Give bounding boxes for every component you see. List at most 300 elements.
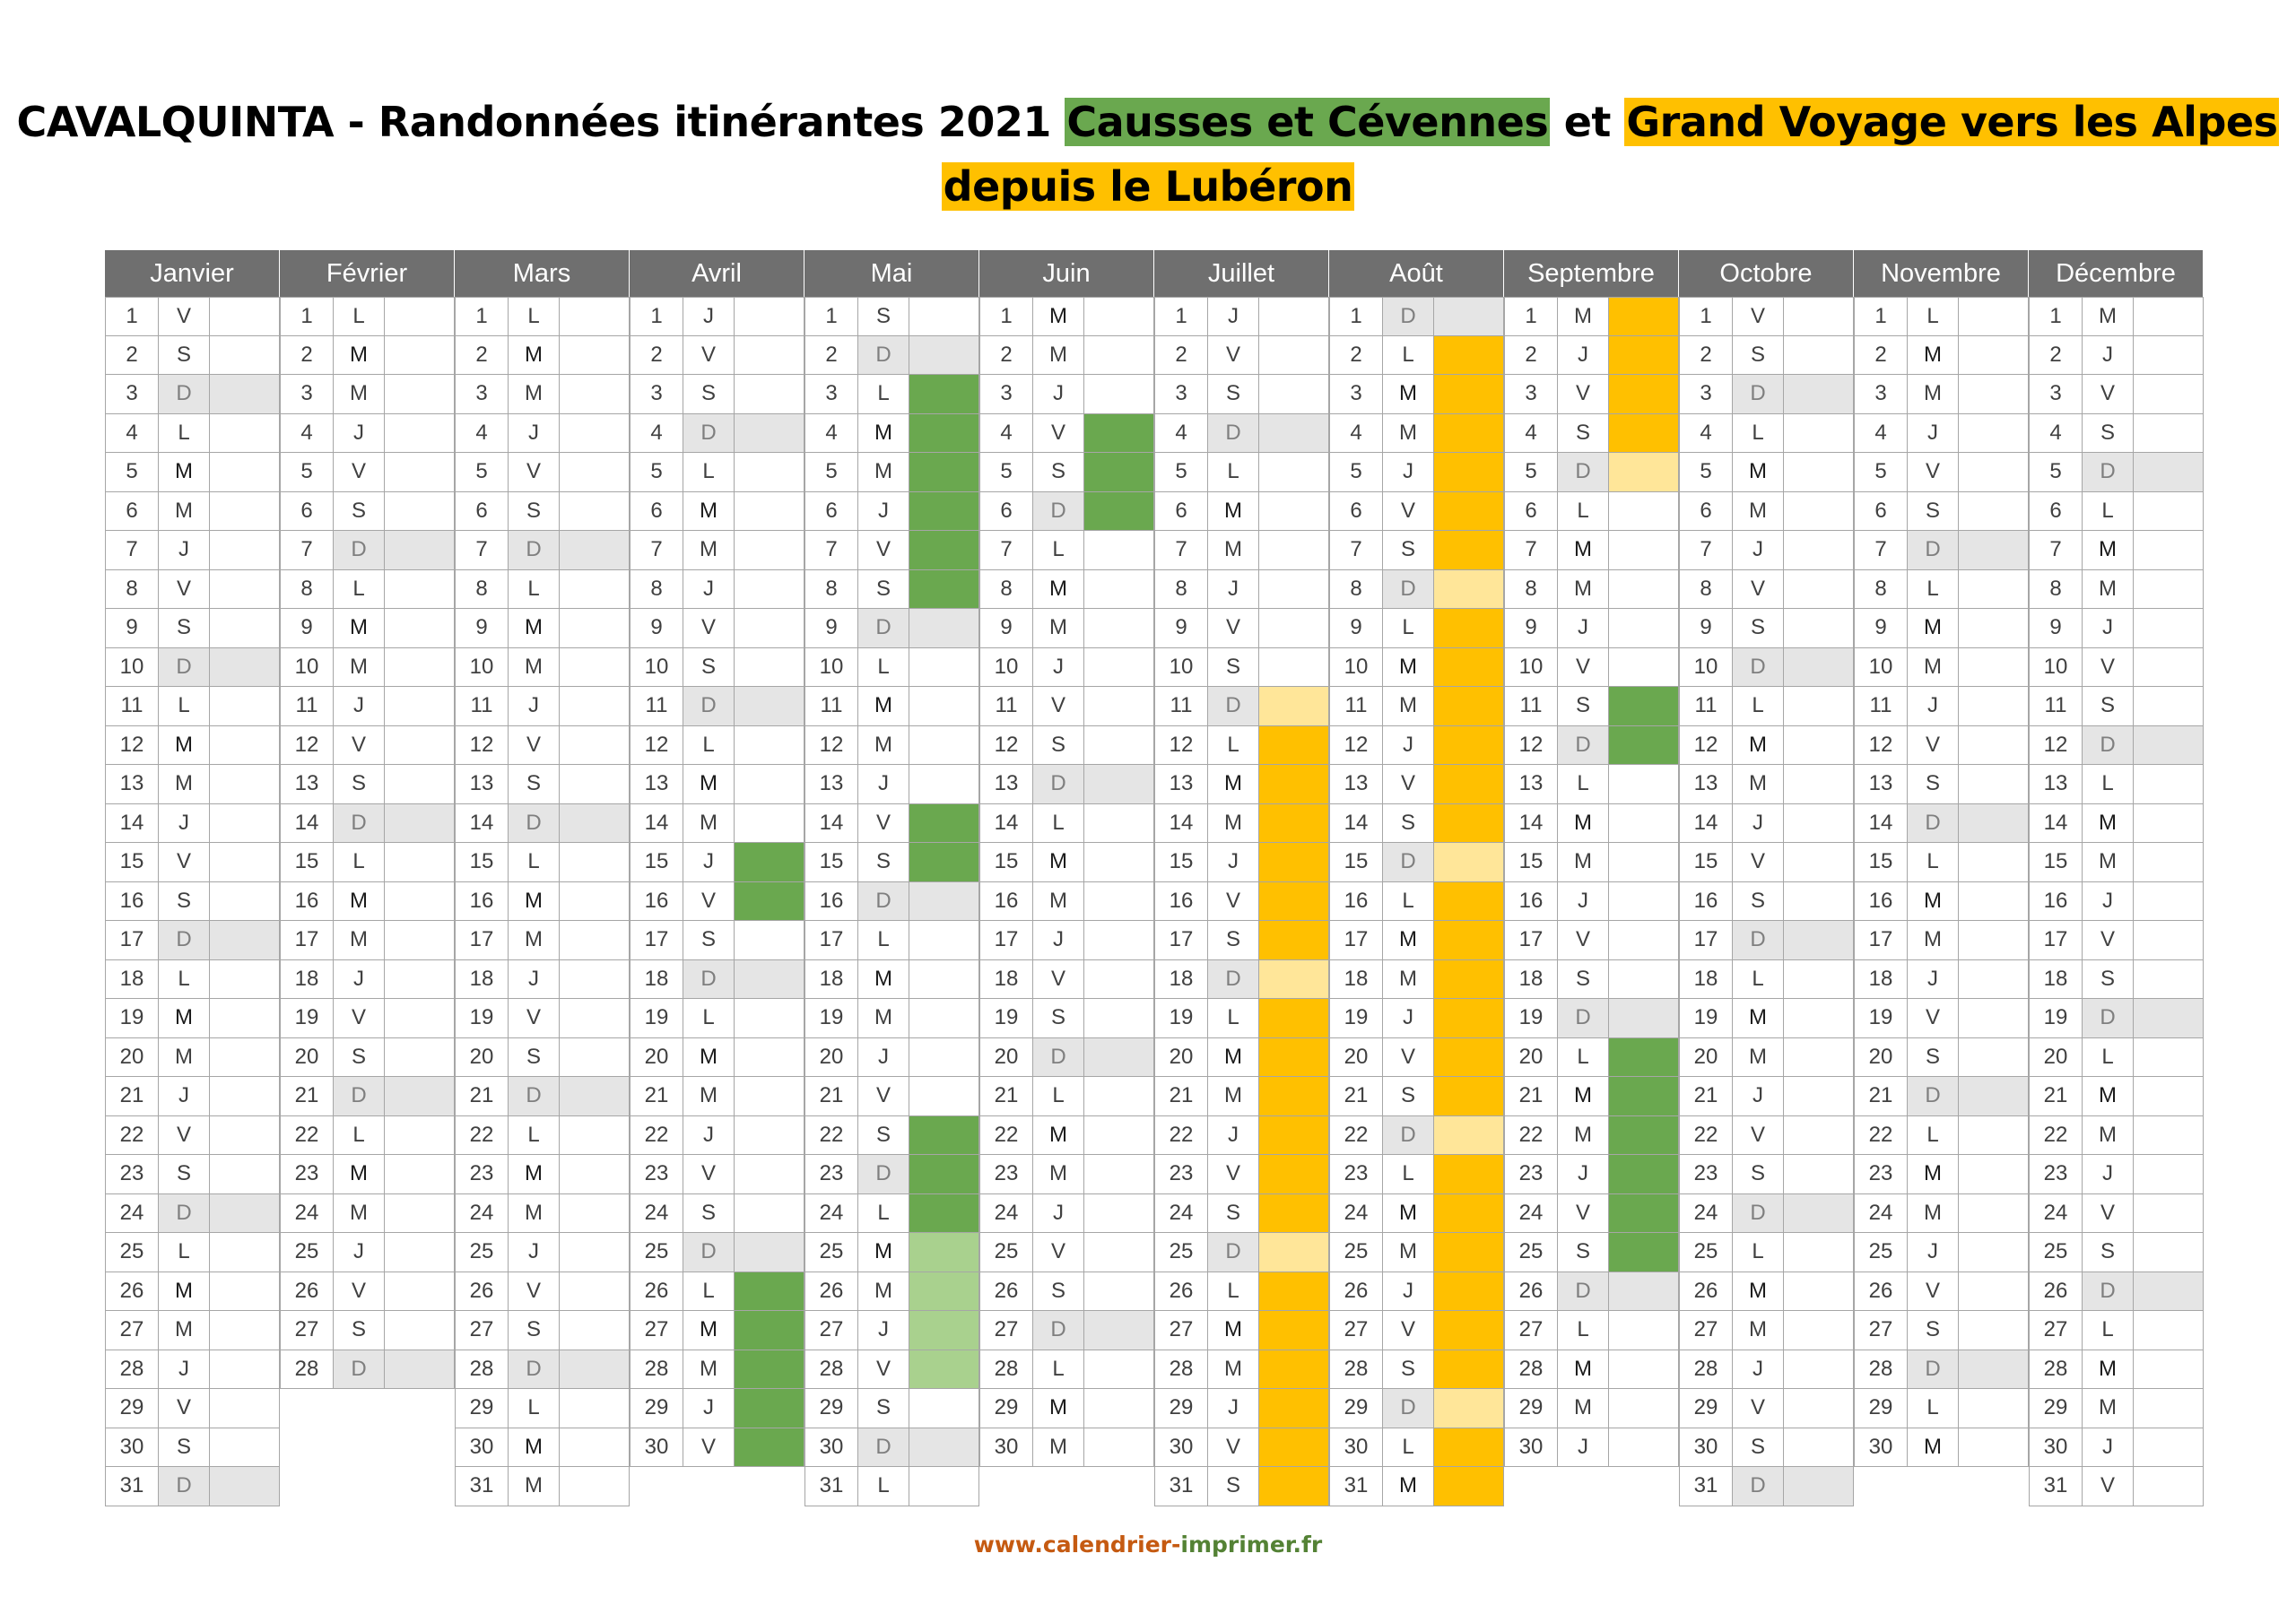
day-note-cell bbox=[909, 882, 979, 922]
day-number: 16 bbox=[979, 882, 1033, 922]
day-row bbox=[2029, 1467, 2204, 1506]
day-number: 25 bbox=[1504, 1233, 1558, 1272]
day-letter: M bbox=[334, 921, 385, 960]
day-letter: S bbox=[1733, 882, 1784, 922]
day-letter: L bbox=[2083, 1038, 2134, 1078]
trip-day-marker bbox=[1434, 726, 1504, 766]
day-letter: M bbox=[858, 960, 909, 1000]
day-row bbox=[804, 297, 979, 336]
day-number: 19 bbox=[1679, 999, 1733, 1038]
trip-day-marker bbox=[909, 804, 979, 844]
day-row bbox=[2029, 531, 2204, 570]
trip-day-marker bbox=[1259, 960, 1329, 1000]
day-row bbox=[1679, 999, 1854, 1038]
day-number: 16 bbox=[280, 882, 334, 922]
trip-day-marker bbox=[1434, 492, 1504, 532]
day-note-cell bbox=[1084, 1350, 1154, 1390]
day-row bbox=[1504, 453, 1679, 492]
day-row bbox=[280, 531, 455, 570]
day-number: 29 bbox=[630, 1389, 683, 1428]
day-letter: J bbox=[1558, 609, 1609, 648]
day-letter: S bbox=[509, 765, 560, 804]
day-number: 5 bbox=[1154, 453, 1208, 492]
day-number: 16 bbox=[1154, 882, 1208, 922]
day-row bbox=[2029, 1194, 2204, 1234]
day-letter: S bbox=[1558, 1233, 1609, 1272]
day-number: 9 bbox=[979, 609, 1033, 648]
day-number: 24 bbox=[1504, 1194, 1558, 1234]
trip-day-marker bbox=[1434, 453, 1504, 492]
day-letter: M bbox=[683, 804, 735, 844]
day-note-cell bbox=[1084, 843, 1154, 882]
day-row bbox=[804, 1233, 979, 1272]
day-number: 26 bbox=[804, 1272, 858, 1312]
day-number: 1 bbox=[2029, 297, 2083, 336]
day-row bbox=[1329, 375, 1504, 414]
day-letter: M bbox=[1558, 843, 1609, 882]
day-note-cell bbox=[1084, 531, 1154, 570]
day-number: 14 bbox=[1154, 804, 1208, 844]
day-note-cell bbox=[1784, 336, 1854, 376]
day-note-cell bbox=[2134, 1194, 2204, 1234]
day-number: 4 bbox=[1679, 414, 1733, 454]
day-row bbox=[455, 1155, 630, 1194]
day-letter: M bbox=[1733, 1272, 1784, 1312]
day-number: 25 bbox=[979, 1233, 1033, 1272]
day-letter: D bbox=[1908, 804, 1959, 844]
day-note-cell bbox=[1259, 609, 1329, 648]
day-row bbox=[1504, 687, 1679, 726]
day-note-cell bbox=[1784, 648, 1854, 688]
day-note-cell bbox=[210, 1272, 280, 1312]
day-letter: J bbox=[1033, 1194, 1084, 1234]
trip-day-marker bbox=[1434, 1272, 1504, 1312]
day-number: 26 bbox=[979, 1272, 1033, 1312]
day-letter: M bbox=[1208, 1311, 1259, 1350]
day-row bbox=[1329, 1077, 1504, 1116]
day-note-cell bbox=[1959, 726, 2029, 766]
day-row bbox=[630, 1116, 804, 1156]
day-note-cell bbox=[909, 297, 979, 336]
day-note-cell bbox=[1784, 1116, 1854, 1156]
day-row bbox=[2029, 1272, 2204, 1312]
day-row bbox=[1679, 1428, 1854, 1468]
day-note-cell bbox=[210, 1428, 280, 1468]
day-letter: D bbox=[2083, 1272, 2134, 1312]
day-letter: M bbox=[334, 375, 385, 414]
day-note-cell bbox=[909, 1077, 979, 1116]
day-number: 15 bbox=[979, 843, 1033, 882]
day-number: 27 bbox=[630, 1311, 683, 1350]
day-row bbox=[979, 648, 1154, 688]
day-number: 23 bbox=[2029, 1155, 2083, 1194]
day-note-cell bbox=[1784, 804, 1854, 844]
day-note-cell bbox=[1784, 1350, 1854, 1390]
day-letter: V bbox=[2083, 375, 2134, 414]
day-letter: D bbox=[1908, 531, 1959, 570]
day-row bbox=[280, 492, 455, 532]
day-number: 6 bbox=[1679, 492, 1733, 532]
day-row bbox=[455, 882, 630, 922]
day-letter: D bbox=[509, 1350, 560, 1390]
day-row bbox=[1329, 687, 1504, 726]
day-letter: L bbox=[1733, 687, 1784, 726]
day-note-cell bbox=[1784, 999, 1854, 1038]
day-number: 11 bbox=[280, 687, 334, 726]
day-row bbox=[1329, 1311, 1504, 1350]
day-number: 29 bbox=[979, 1389, 1033, 1428]
day-letter: M bbox=[1033, 1116, 1084, 1156]
day-row bbox=[105, 492, 280, 532]
day-number: 1 bbox=[1854, 297, 1908, 336]
day-letter: L bbox=[1908, 1389, 1959, 1428]
day-number: 5 bbox=[455, 453, 509, 492]
day-letter: V bbox=[1733, 843, 1784, 882]
day-letter: M bbox=[2083, 1350, 2134, 1390]
day-row bbox=[1679, 1038, 1854, 1078]
trip-day-marker bbox=[1434, 999, 1504, 1038]
footer-url-part2: imprimer.fr bbox=[1180, 1532, 1323, 1558]
day-number: 29 bbox=[1329, 1389, 1383, 1428]
day-letter: M bbox=[1033, 297, 1084, 336]
day-letter: L bbox=[334, 570, 385, 610]
day-number: 5 bbox=[2029, 453, 2083, 492]
day-letter: D bbox=[159, 1467, 210, 1506]
day-number: 19 bbox=[455, 999, 509, 1038]
day-number: 20 bbox=[280, 1038, 334, 1078]
day-number: 20 bbox=[630, 1038, 683, 1078]
day-number: 18 bbox=[1329, 960, 1383, 1000]
day-note-cell bbox=[560, 882, 630, 922]
day-number: 14 bbox=[455, 804, 509, 844]
day-note-cell bbox=[1959, 1194, 2029, 1234]
day-letter: S bbox=[334, 1311, 385, 1350]
day-number: 8 bbox=[1154, 570, 1208, 610]
day-row bbox=[979, 1428, 1154, 1468]
day-note-cell bbox=[2134, 1428, 2204, 1468]
day-row bbox=[1854, 882, 2029, 922]
day-row bbox=[979, 1272, 1154, 1312]
day-row bbox=[280, 960, 455, 1000]
day-number: 17 bbox=[630, 921, 683, 960]
day-note-cell bbox=[1084, 1428, 1154, 1468]
day-letter: S bbox=[683, 921, 735, 960]
day-number: 12 bbox=[804, 726, 858, 766]
day-number: 13 bbox=[1154, 765, 1208, 804]
day-number: 26 bbox=[455, 1272, 509, 1312]
day-note-cell bbox=[385, 1350, 455, 1390]
day-row bbox=[1329, 999, 1504, 1038]
day-row bbox=[1154, 297, 1329, 336]
trip-day-marker bbox=[1434, 1038, 1504, 1078]
day-letter: L bbox=[1558, 1038, 1609, 1078]
day-letter: M bbox=[509, 336, 560, 376]
day-letter: M bbox=[1208, 492, 1259, 532]
day-note-cell bbox=[1609, 1428, 1679, 1468]
day-row bbox=[2029, 297, 2204, 336]
day-letter: M bbox=[509, 375, 560, 414]
day-note-cell bbox=[2134, 1467, 2204, 1506]
day-letter: S bbox=[858, 843, 909, 882]
day-letter: J bbox=[858, 765, 909, 804]
day-row bbox=[2029, 492, 2204, 532]
day-letter: S bbox=[683, 1194, 735, 1234]
day-letter: S bbox=[683, 375, 735, 414]
day-row bbox=[1504, 570, 1679, 610]
day-number: 2 bbox=[630, 336, 683, 376]
day-row bbox=[1504, 609, 1679, 648]
day-number: 6 bbox=[1504, 492, 1558, 532]
day-row bbox=[1679, 1155, 1854, 1194]
day-letter: D bbox=[159, 921, 210, 960]
day-note-cell bbox=[1259, 453, 1329, 492]
day-number: 11 bbox=[105, 687, 159, 726]
day-row bbox=[1504, 999, 1679, 1038]
day-note-cell bbox=[735, 453, 804, 492]
day-letter: S bbox=[1733, 1428, 1784, 1468]
day-number: 11 bbox=[804, 687, 858, 726]
day-letter: D bbox=[334, 531, 385, 570]
day-note-cell bbox=[909, 609, 979, 648]
day-row bbox=[1154, 1155, 1329, 1194]
day-letter: M bbox=[858, 726, 909, 766]
day-letter: M bbox=[1033, 1389, 1084, 1428]
day-row bbox=[2029, 843, 2204, 882]
day-note-cell bbox=[1784, 453, 1854, 492]
day-note-cell bbox=[735, 804, 804, 844]
day-row bbox=[1854, 570, 2029, 610]
day-row bbox=[1329, 1038, 1504, 1078]
day-note-cell bbox=[735, 648, 804, 688]
day-row bbox=[804, 1311, 979, 1350]
day-number: 10 bbox=[105, 648, 159, 688]
day-row bbox=[1329, 453, 1504, 492]
day-row bbox=[1504, 1389, 1679, 1428]
day-letter: S bbox=[2083, 414, 2134, 454]
day-number: 18 bbox=[630, 960, 683, 1000]
day-note-cell bbox=[1609, 882, 1679, 922]
day-number: 19 bbox=[2029, 999, 2083, 1038]
day-note-cell bbox=[1609, 843, 1679, 882]
day-row bbox=[1854, 960, 2029, 1000]
day-row bbox=[630, 1233, 804, 1272]
trip-day-marker bbox=[1434, 1194, 1504, 1234]
day-letter: L bbox=[159, 414, 210, 454]
day-letter: V bbox=[1383, 1038, 1434, 1078]
day-number: 23 bbox=[280, 1155, 334, 1194]
day-row bbox=[1854, 414, 2029, 454]
day-number: 25 bbox=[1154, 1233, 1208, 1272]
day-note-cell bbox=[1959, 1428, 2029, 1468]
day-number: 27 bbox=[1154, 1311, 1208, 1350]
day-row bbox=[2029, 882, 2204, 922]
day-number: 6 bbox=[280, 492, 334, 532]
day-number: 7 bbox=[1854, 531, 1908, 570]
day-number: 19 bbox=[630, 999, 683, 1038]
day-number: 12 bbox=[1679, 726, 1733, 766]
trip-day-marker bbox=[1434, 1428, 1504, 1468]
day-note-cell bbox=[735, 1038, 804, 1078]
day-number: 12 bbox=[1329, 726, 1383, 766]
day-note-cell bbox=[1084, 960, 1154, 1000]
day-row bbox=[1679, 492, 1854, 532]
day-letter: S bbox=[159, 336, 210, 376]
day-note-cell bbox=[560, 414, 630, 454]
day-number: 6 bbox=[804, 492, 858, 532]
day-note-cell bbox=[210, 1311, 280, 1350]
day-row bbox=[1329, 1233, 1504, 1272]
day-row bbox=[804, 1116, 979, 1156]
month-header: Septembre bbox=[1504, 250, 1679, 297]
title-line-2 bbox=[0, 154, 2296, 219]
trip-day-marker bbox=[735, 1311, 804, 1350]
trip-day-marker bbox=[1434, 375, 1504, 414]
day-row bbox=[1679, 726, 1854, 766]
month-column bbox=[979, 250, 1154, 1509]
day-letter: M bbox=[2083, 843, 2134, 882]
day-letter: J bbox=[1733, 1077, 1784, 1116]
day-number: 18 bbox=[1854, 960, 1908, 1000]
day-row bbox=[105, 1428, 280, 1468]
month-column bbox=[804, 250, 979, 1509]
day-row bbox=[630, 531, 804, 570]
day-row bbox=[630, 375, 804, 414]
day-number: 19 bbox=[979, 999, 1033, 1038]
footer-url[interactable] bbox=[0, 1532, 2296, 1558]
day-note-cell bbox=[1084, 609, 1154, 648]
day-number: 30 bbox=[630, 1428, 683, 1468]
day-note-cell bbox=[210, 492, 280, 532]
day-letter: M bbox=[1733, 1038, 1784, 1078]
day-number: 1 bbox=[979, 297, 1033, 336]
day-number: 26 bbox=[105, 1272, 159, 1312]
day-number: 5 bbox=[1329, 453, 1383, 492]
day-number: 10 bbox=[1154, 648, 1208, 688]
day-note-cell bbox=[1609, 960, 1679, 1000]
day-letter: L bbox=[683, 453, 735, 492]
day-row bbox=[1504, 1428, 1679, 1468]
day-number: 7 bbox=[630, 531, 683, 570]
month-column bbox=[1329, 250, 1504, 1509]
day-number: 18 bbox=[979, 960, 1033, 1000]
day-note-cell bbox=[735, 726, 804, 766]
day-row bbox=[1154, 1272, 1329, 1312]
day-letter: L bbox=[1383, 1155, 1434, 1194]
day-number: 13 bbox=[804, 765, 858, 804]
trip-day-marker bbox=[909, 414, 979, 454]
day-row bbox=[1329, 726, 1504, 766]
day-row bbox=[280, 1311, 455, 1350]
day-number: 14 bbox=[1854, 804, 1908, 844]
day-note-cell bbox=[1609, 804, 1679, 844]
day-letter: M bbox=[159, 726, 210, 766]
day-number: 24 bbox=[1154, 1194, 1208, 1234]
day-number: 11 bbox=[1679, 687, 1733, 726]
day-number: 29 bbox=[804, 1389, 858, 1428]
day-row bbox=[1154, 1038, 1329, 1078]
day-row bbox=[455, 609, 630, 648]
day-row bbox=[1154, 1233, 1329, 1272]
day-number: 16 bbox=[105, 882, 159, 922]
day-row bbox=[630, 687, 804, 726]
day-letter: J bbox=[2083, 609, 2134, 648]
trip-day-marker bbox=[1259, 843, 1329, 882]
day-letter: S bbox=[1733, 1155, 1784, 1194]
day-number: 3 bbox=[1679, 375, 1733, 414]
day-number: 15 bbox=[2029, 843, 2083, 882]
day-letter: V bbox=[159, 1389, 210, 1428]
day-row bbox=[630, 609, 804, 648]
day-row bbox=[804, 843, 979, 882]
day-row bbox=[105, 648, 280, 688]
day-number: 30 bbox=[1679, 1428, 1733, 1468]
day-letter: M bbox=[1208, 765, 1259, 804]
footer-url-part1: www.calendrier- bbox=[973, 1532, 1181, 1558]
day-number: 8 bbox=[979, 570, 1033, 610]
day-note-cell bbox=[1959, 336, 2029, 376]
day-number: 23 bbox=[105, 1155, 159, 1194]
trip-day-marker bbox=[1609, 1077, 1679, 1116]
day-number: 8 bbox=[105, 570, 159, 610]
day-letter: D bbox=[1733, 1467, 1784, 1506]
day-number: 20 bbox=[455, 1038, 509, 1078]
day-letter: S bbox=[1908, 1038, 1959, 1078]
day-note-cell bbox=[210, 570, 280, 610]
day-note-cell bbox=[385, 1233, 455, 1272]
day-letter: V bbox=[1383, 1311, 1434, 1350]
day-note-cell bbox=[560, 726, 630, 766]
day-row bbox=[1679, 648, 1854, 688]
day-letter: M bbox=[1908, 609, 1959, 648]
day-letter: M bbox=[1558, 1389, 1609, 1428]
day-letter: D bbox=[1383, 1116, 1434, 1156]
trip-day-marker bbox=[909, 1116, 979, 1156]
day-letter: V bbox=[1208, 882, 1259, 922]
month-header: Avril bbox=[630, 250, 804, 297]
day-note-cell bbox=[735, 1233, 804, 1272]
day-number: 24 bbox=[280, 1194, 334, 1234]
day-row bbox=[455, 804, 630, 844]
day-row bbox=[2029, 1350, 2204, 1390]
day-letter: S bbox=[2083, 960, 2134, 1000]
day-number: 26 bbox=[280, 1272, 334, 1312]
day-letter: S bbox=[509, 1311, 560, 1350]
day-number: 1 bbox=[1504, 297, 1558, 336]
day-number: 25 bbox=[455, 1233, 509, 1272]
day-letter: M bbox=[858, 999, 909, 1038]
day-number: 22 bbox=[455, 1116, 509, 1156]
month-column bbox=[1854, 250, 2029, 1509]
day-note-cell bbox=[909, 726, 979, 766]
trip-day-marker bbox=[1609, 1233, 1679, 1272]
day-letter: J bbox=[1558, 336, 1609, 376]
trip-day-marker bbox=[735, 1350, 804, 1390]
day-number: 10 bbox=[1329, 648, 1383, 688]
day-letter: V bbox=[1908, 726, 1959, 766]
day-row bbox=[979, 609, 1154, 648]
day-number: 26 bbox=[2029, 1272, 2083, 1312]
day-number: 27 bbox=[105, 1311, 159, 1350]
day-note-cell bbox=[210, 648, 280, 688]
trip-day-marker bbox=[1259, 882, 1329, 922]
day-row bbox=[1854, 804, 2029, 844]
day-note-cell bbox=[560, 765, 630, 804]
day-letter: S bbox=[858, 1116, 909, 1156]
day-row bbox=[105, 297, 280, 336]
day-letter: S bbox=[1733, 336, 1784, 376]
day-row bbox=[979, 531, 1154, 570]
day-row bbox=[804, 1467, 979, 1506]
